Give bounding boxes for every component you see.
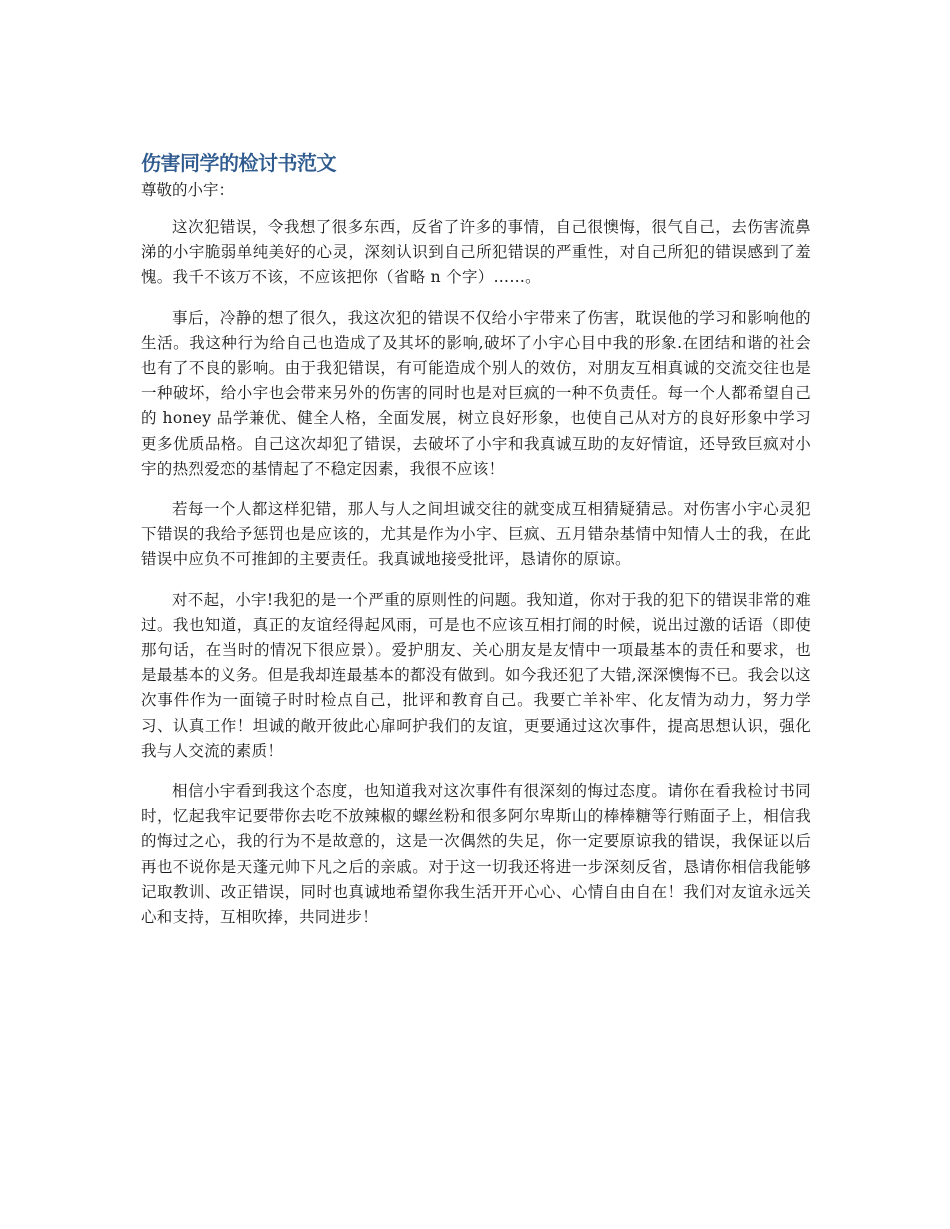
document-page: [141, 148, 811, 945]
paragraph-2: 事后，冷静的想了很久，我这次犯的错误不仅给小宇带来了伤害，耽误他的学习和影响他的生活。我这种行为给自己也造成了及其坏的影响,破坏了小宇心目中我的形象.在团结和谐的社会也有了不良的影响。由于我犯错误，有可能造成个别人的效仿，对朋友互相真诚的交流交往也是一种破坏，给小宇也会带来另外的伤害的同时也是对巨疯的一种不负责任。每一个人都希望自己的 honey 品学兼优、健全人格，全面发展，树立良好形象，也使自己从对方的良好形象中学习更多优质品格。自己这次却犯了错误，去破坏了小宇和我真诚互助的友好情谊，还导致巨疯对小宇的热烈爱恋的基情起了不稳定因素，我很不应该！: [141, 308, 811, 478]
paragraph-5: 相信小宇看到我这个态度，也知道我对这次事件有很深刻的悔过态度。请你在看我检讨书同时，忆起我牢记要带你去吃不放辣椒的螺丝粉和很多阿尔卑斯山的棒棒糖等行贿面子上，相信我的悔过之心，我的行为不是故意的，这是一次偶然的失足，你一定要原谅我的错误，我保证以后再也不说你是天蓬元帅下凡之后的亲戚。对于这一切我还将进一步深刻反省，恳请你相信我能够记取教训、改正错误，同时也真诚地希望你我生活开开心心、心情自由自在！我们对友谊永远关心和支持，互相吹捧，共同进步！: [141, 782, 811, 927]
document-title: 伤害同学的检讨书范文: [141, 151, 336, 175]
paragraph-4: 对不起，小宇!我犯的是一个严重的原则性的问题。我知道，你对于我的犯下的错误非常的难过。我也知道，真正的友谊经得起风雨，可是也不应该互相打闹的时候，说出过激的话语（即使那句话，在当时的情况下很应景）。爱护朋友、关心朋友是友情中一项最基本的责任和要求，也是最基本的义务。但是我却连最基本的都没有做到。如今我还犯了大错,深深懊悔不已。我会以这次事件作为一面镜子时时检点自己，批评和教育自己。我要亡羊补牢、化友情为动力，努力学习、认真工作！坦诚的敞开彼此心扉呵护我们的友谊，更要通过这次事件，提高思想认识，强化我与人交流的素质！: [141, 590, 811, 760]
salutation: 尊敬的小宇：: [141, 181, 235, 199]
paragraph-3: 若每一个人都这样犯错，那人与人之间坦诚交往的就变成互相猜疑猜忌。对伤害小宇心灵犯下错误的我给予惩罚也是应该的，尤其是作为小宇、巨疯、五月错杂基情中知情人士的我，在此错误中应负不可推卸的主要责任。我真诚地接受批评，恳请你的原谅。: [141, 500, 811, 569]
paragraph-1: 这次犯错误，令我想了很多东西，反省了许多的事情，自己很懊悔，很气自己，去伤害流鼻涕的小宇脆弱单纯美好的心灵，深刻认识到自己所犯错误的严重性，对自己所犯的错误感到了羞愧。我千不该万不该，不应该把你（省略 n 个字）……。: [141, 218, 811, 287]
